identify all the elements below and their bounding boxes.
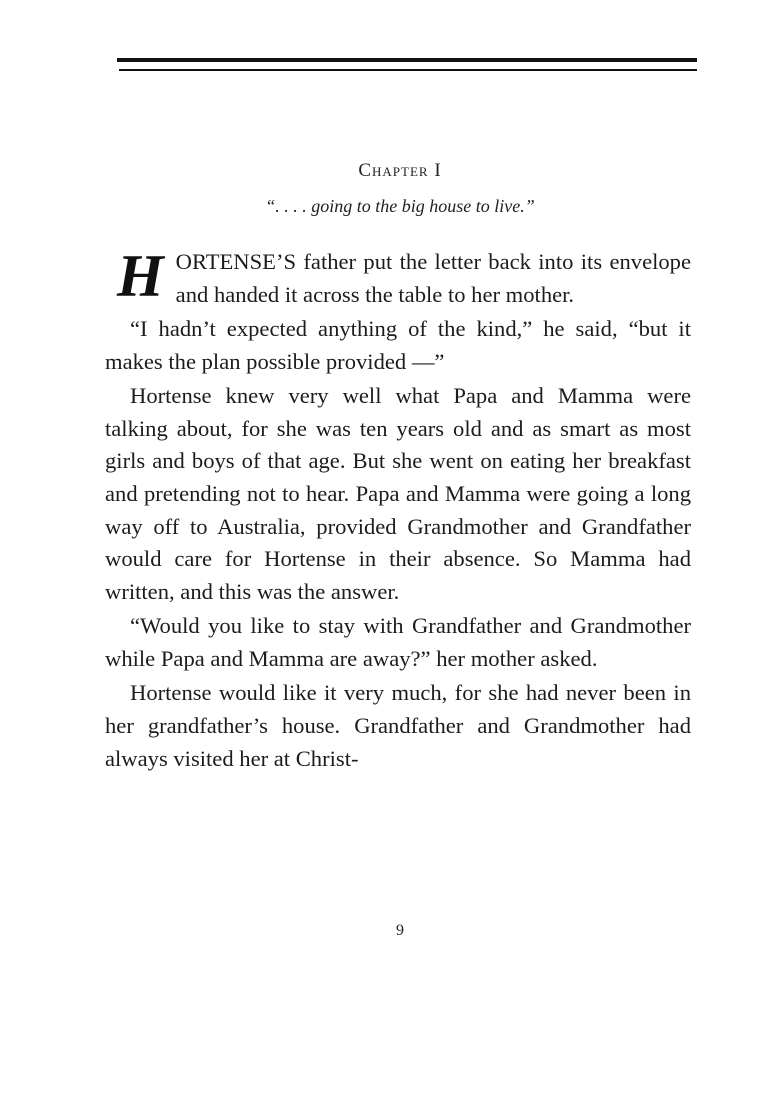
drop-cap: H [117, 243, 164, 309]
paragraph-1-text: ORTENSE’S father put the letter back into its envelope and handed it across the table to her mother. [175, 249, 691, 307]
page-number: 9 [396, 922, 404, 939]
paragraph-1 [105, 243, 691, 311]
paragraph-4: “Would you like to stay with Grandfather and Grandmother while Papa and Mamma are away?” her mother asked. [105, 613, 691, 671]
paragraph-3: Hortense knew very well what Papa and Mamma were talking about, for she was ten years old and as smart as most girls and boys of that age. But she went on eating her breakfast and pretending not to hear. Papa and Mamma were going a long way off to Australia, provided Grandmother and Grandfather would care for Hortense in their absence. So Mamma had written, and this was the answer. [105, 382, 691, 605]
chapter-heading [105, 160, 695, 182]
header-rule-thin [119, 69, 697, 71]
chapter-body [105, 243, 691, 777]
paragraph-5: Hortense would like it very much, for she had never been in her grandfather’s house. Grandfather and Grandmother had always visited her at Christ- [105, 680, 691, 771]
paragraph-2: “I hadn’t expected anything of the kind,” he said, “but it makes the plan possible provided —” [105, 315, 691, 374]
header-rule-thick [117, 58, 697, 62]
chapter-epigraph: “. . . . going to the big house to live.” [265, 196, 535, 216]
chapter-label: Chapter I [358, 160, 442, 181]
